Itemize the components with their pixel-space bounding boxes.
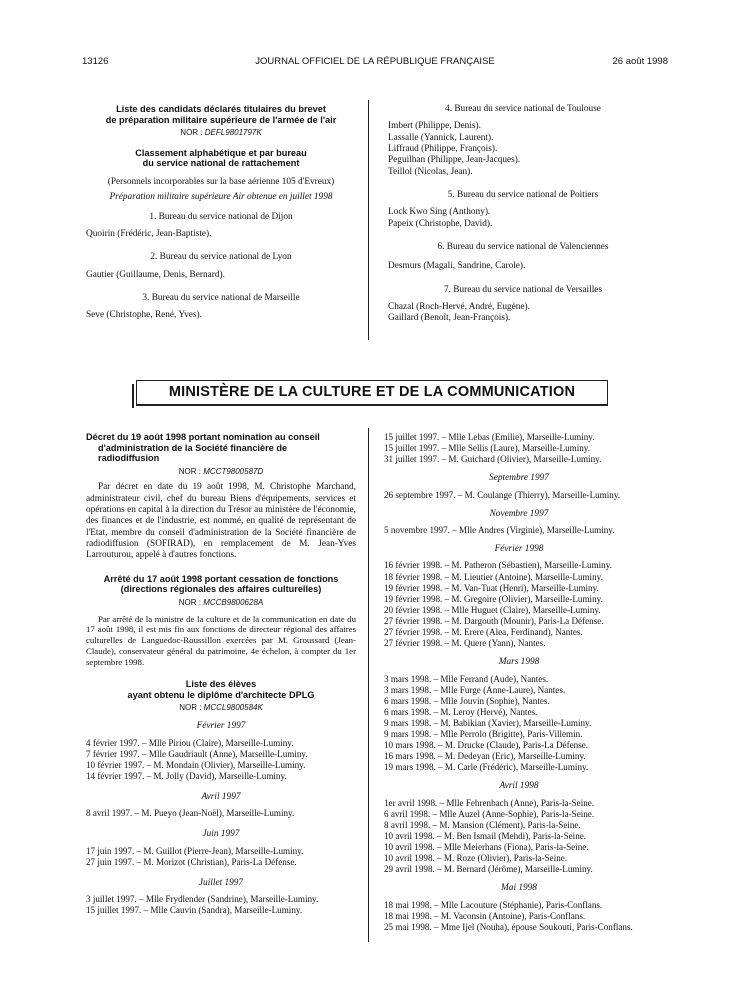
diploma-list-right: [384, 432, 654, 933]
diploma-entry: 19 février 1998. – M. Gregoire (Olivier), Marseille-Luminy.: [384, 593, 603, 604]
diploma-entry: 10 mars 1998. – M. Drucke (Claude), Paris-La Défense.: [384, 740, 589, 751]
diploma-entry: 27 juin 1997. – M. Morizot (Christian), Paris-La Défense.: [86, 856, 297, 867]
issue-date: 26 août 1998: [612, 56, 668, 67]
diploma-entry: 15 juillet 1997. – Mlle Lebas (Emilie), Marseille-Luminy.: [384, 432, 595, 442]
diploma-entry: 5 novembre 1997. – Mlle Andres (Virginie), Marseille-Luminy.: [384, 525, 615, 536]
diploma-entry: 15 juillet 1997. – Mlle Cauvin (Sandra), Marseille-Luminy.: [86, 905, 303, 916]
month-heading: Juin 1997: [202, 829, 240, 840]
decret-title: [86, 432, 356, 464]
banner-side-rule: [132, 384, 134, 408]
diploma-entry: 10 avril 1998. – M. Ben Ismail (Mehdi), Paris-la-Seine.: [384, 830, 587, 841]
diploma-list-left: [86, 719, 356, 916]
diploma-entry: 9 mars 1998. – M. Babikian (Xavier), Marseille-Luminy.: [384, 717, 592, 728]
person-entry: Papeix (Christophe, David).: [388, 218, 493, 229]
person-entry: Gautier (Guillaume, Denis, Bernard).: [86, 269, 225, 280]
person-entry: Peguilhan (Philippe, Jean-Jacques).: [388, 155, 521, 166]
person-entry: Chazal (Roch-Hervé, André, Eugène).: [388, 301, 530, 312]
diploma-entry: 18 mai 1998. – Mlle Lacouture (Stéphanie), Paris-Conflans.: [384, 899, 603, 910]
diploma-entry: 1er avril 1998. – Mlle Fehrenbach (Anne), Paris-la-Seine.: [384, 797, 595, 808]
decret-title-line: Décret du 19 août 1998 portant nomination au conseil: [86, 432, 320, 442]
diploma-entry: 7 février 1997. – Mlle Gaudriault (Anne), Marseille-Luminy.: [86, 748, 308, 759]
diploma-entry: 27 février 1998. – M. Erere (Alea, Ferdinand), Nantes.: [384, 627, 583, 638]
brevet-note: (Personnels incorporables sur la base aérienne 105 d'Evreux): [107, 177, 335, 188]
diploma-entry: 29 avril 1998. – M. Bernard (Jérôme), Marseille-Luminy.: [384, 864, 593, 875]
person-entry: Lock Kwo Sing (Anthony).: [388, 207, 491, 218]
lower-right-column: [384, 432, 654, 933]
nor-code: DEFL9801797K: [204, 128, 262, 138]
bureau-heading: 7. Bureau du service national de Versailles: [443, 284, 603, 295]
diploma-entry: 14 février 1997. – M. Jolly (David), Marseille-Luminy.: [86, 770, 287, 781]
nor-label: NOR :: [179, 703, 202, 713]
nor-reference: [86, 703, 356, 713]
decret-title-line: d'administration de la Société financière de: [98, 442, 288, 453]
month-heading: Février 1998: [494, 544, 544, 555]
diploma-entry: 3 mars 1998. – Mlle Furge (Anne-Laure), Nantes.: [384, 684, 566, 695]
person-entry: Lassalle (Yannick, Laurent).: [388, 132, 494, 143]
column-divider: [368, 428, 369, 942]
month-heading: Novembre 1997: [489, 508, 549, 519]
arrete-title-line: (directions régionales des affaires culturelles): [120, 584, 322, 595]
diploma-entry: 6 mars 1998. – Mlle Jouvin (Sophie), Nantes.: [384, 695, 550, 706]
month-heading: Juillet 1997: [198, 877, 244, 888]
bureau-heading: 6. Bureau du service national de Valenciennes: [437, 241, 609, 252]
subtitle-line: du service national de rattachement: [142, 158, 300, 169]
page-number: 13126: [82, 56, 109, 67]
diploma-entry: 18 mai 1998. – M. Vaconsin (Antoine), Paris-Conflans.: [384, 910, 586, 921]
person-entry: Quoirin (Frédéric, Jean-Baptiste).: [86, 229, 212, 240]
diploma-entry: 19 février 1998. – M. Van-Tuat (Henri), Marseille-Luminy.: [384, 582, 599, 593]
diploma-entry: 3 juillet 1997. – Mlle Frydlender (Sandrine), Marseille-Luminy.: [86, 894, 319, 905]
column-divider: [368, 100, 369, 340]
diploma-entry: 4 février 1997. – Mlle Piriou (Claire), Marseille-Luminy.: [86, 737, 294, 748]
person-entry: Teillol (Nicolas, Jean).: [388, 166, 473, 177]
month-heading: Mai 1998: [501, 883, 537, 894]
diploma-entry: 15 juillet 1997. – Mlle Sellis (Laure), Marseille-Luminy.: [384, 443, 590, 454]
diploma-entry: 6 avril 1998. – Mlle Auzel (Anne-Sophie), Paris-la-Seine.: [384, 808, 595, 819]
diploma-entry: 27 février 1998. – M. Dargouth (Mounir), Paris-La Défense.: [384, 615, 604, 626]
diploma-entry: 17 juin 1997. – M. Guillot (Pierre-Jean), Marseille-Luminy.: [86, 845, 304, 856]
diploma-entry: 18 février 1998. – M. Lieutier (Antoine), Marseille-Luminy.: [384, 571, 603, 582]
brevet-subtitle: [86, 148, 356, 169]
month-heading: Septembre 1997: [489, 473, 549, 484]
liste-title: [86, 679, 356, 700]
diploma-entry: 8 avril 1997. – M. Pueyo (Jean-Noël), Marseille-Luminy.: [86, 808, 295, 819]
journal-title: JOURNAL OFFICIEL DE LA RÉPUBLIQUE FRANÇAISE: [255, 56, 495, 67]
bureau-heading: 4. Bureau du service national de Toulouse: [445, 104, 601, 114]
month-heading: Avril 1998: [499, 781, 539, 792]
bureau-heading: 5. Bureau du service national de Poitiers: [447, 189, 599, 200]
diploma-entry: 9 mars 1998. – Mlle Perrolo (Brigitte), Paris-Villemin.: [384, 729, 583, 739]
nor-code: MCCL9800584K: [203, 703, 263, 713]
diploma-entry: 19 mars 1998. – M. Carle (Frédéric), Marseille-Luminy.: [384, 762, 589, 773]
person-entry: Liffraud (Philippe, François).: [388, 143, 498, 154]
nor-reference: [86, 598, 356, 608]
diploma-entry: 27 février 1998. – M. Quere (Yann), Nantes.: [384, 638, 546, 649]
diploma-entry: 16 février 1998. – M. Patheron (Sébastien), Marseille-Luminy.: [384, 560, 612, 571]
diploma-entry: 8 avril 1998. – M. Mansion (Clément), Paris-la-Seine.: [384, 819, 581, 830]
liste-title-line: ayant obtenu le diplôme d'architecte DPLG: [127, 689, 315, 700]
diploma-entry: 25 mai 1998. – Mme Ijel (Nouha), épouse Soukouti, Paris-Conflans.: [384, 921, 633, 932]
bureau-heading: 3. Bureau du service national de Marseille: [142, 293, 300, 304]
diploma-entry: 6 mars 1998. – M. Leroy (Hervé), Nantes.: [384, 706, 538, 717]
subtitle-line: Classement alphabétique et par bureau: [135, 147, 307, 158]
nor-label: NOR :: [178, 597, 201, 607]
bureaus-right: [388, 104, 658, 325]
month-heading: Avril 1997: [201, 791, 241, 802]
decret-body: Par décret en date du 19 août 1998, M. Christophe Marchand, administrateur civil, chef du bureau Biens d'équipements, services et opérations en capital à la direction du Trésor au ministère de l'économie, des finances et de l'industrie, est nommé, en qualité de représentant de l'Etat, membre du conseil d'administration de la Société financière de radiodiffusion (SOFIRAD), en remplacement de M. Jean-Yves Larrouturou, appelé à d'autres fonctions.: [86, 482, 356, 561]
arrete-title-line: Arrêté du 17 août 1998 portant cessation de fonctions: [103, 573, 339, 584]
nor-label: NOR :: [178, 466, 201, 476]
nor-code: MCCT9800587D: [203, 466, 264, 476]
lower-left-column: [86, 432, 356, 916]
bureau-heading: 2. Bureau du service national de Lyon: [150, 252, 292, 263]
arrete-body: Par arrêté de la ministre de la culture et de la communication en date du 17 août 1998, il est mis fin aux fonctions de directeur régional des affaires culturelles de Languedoc-Roussillon exercées par M. Groussard (Jean-Claude), conservateur général du patrimoine, 4e échelon, à compter du 1er septembre 1998.: [86, 613, 356, 667]
bureau-heading: 1. Bureau du service national de Dijon: [149, 211, 293, 222]
person-entry: Seve (Christophe, René, Yves).: [86, 310, 202, 321]
nor-label: NOR :: [180, 128, 203, 138]
diploma-entry: 3 mars 1998. – Mlle Ferrand (Aude), Nantes.: [384, 673, 549, 684]
ministry-banner: MINISTÈRE DE LA CULTURE ET DE LA COMMUNICATION: [136, 380, 608, 406]
diploma-entry: 31 juillet 1997. – M. Guichard (Olivier), Marseille-Luminy.: [384, 454, 602, 465]
liste-title-line: Liste des élèves: [185, 679, 257, 690]
person-entry: Desmurs (Magali, Sandrine, Carole).: [388, 261, 526, 272]
nor-code: MCCB9800628A: [203, 597, 264, 607]
brevet-title-line: de préparation militaire supérieure de l'armée de l'air: [105, 114, 337, 125]
diploma-entry: 10 février 1997. – M. Mondain (Olivier), Marseille-Luminy.: [86, 759, 306, 770]
arrete-title: [86, 574, 356, 595]
diploma-entry: 20 février 1998. – Mlle Huguet (Claire), Marseille-Luminy.: [384, 604, 601, 615]
nor-reference: [86, 467, 356, 477]
brevet-section: [86, 104, 356, 322]
diploma-entry: 10 avril 1998. – Mlle Meierhans (Fiona), Paris-la-Seine.: [384, 842, 589, 853]
page-header: [82, 56, 668, 68]
nor-reference: [86, 128, 356, 138]
diploma-entry: 10 avril 1998. – M. Roze (Olivier), Paris-la-Seine.: [384, 853, 568, 864]
brevet-title-line: Liste des candidats déclarés titulaires du brevet: [116, 104, 326, 114]
brevet-note-italic: Préparation militaire supérieure Air obtenue en juillet 1998: [109, 192, 333, 203]
diploma-entry: 16 mars 1998. – M. Dedeyan (Eric), Marseille-Luminy.: [384, 751, 586, 762]
brevet-title: [86, 104, 356, 125]
month-heading: Mars 1998: [498, 657, 540, 668]
month-heading: Février 1997: [196, 721, 246, 732]
decret-title-line: radiodiffusion: [98, 453, 160, 464]
diploma-entry: 26 septembre 1997. – M. Coulange (Thierry), Marseille-Luminy.: [384, 489, 621, 500]
person-entry: Imbert (Philippe, Denis).: [388, 121, 481, 132]
person-entry: Gaillard (Benoît, Jean-François).: [388, 313, 511, 324]
